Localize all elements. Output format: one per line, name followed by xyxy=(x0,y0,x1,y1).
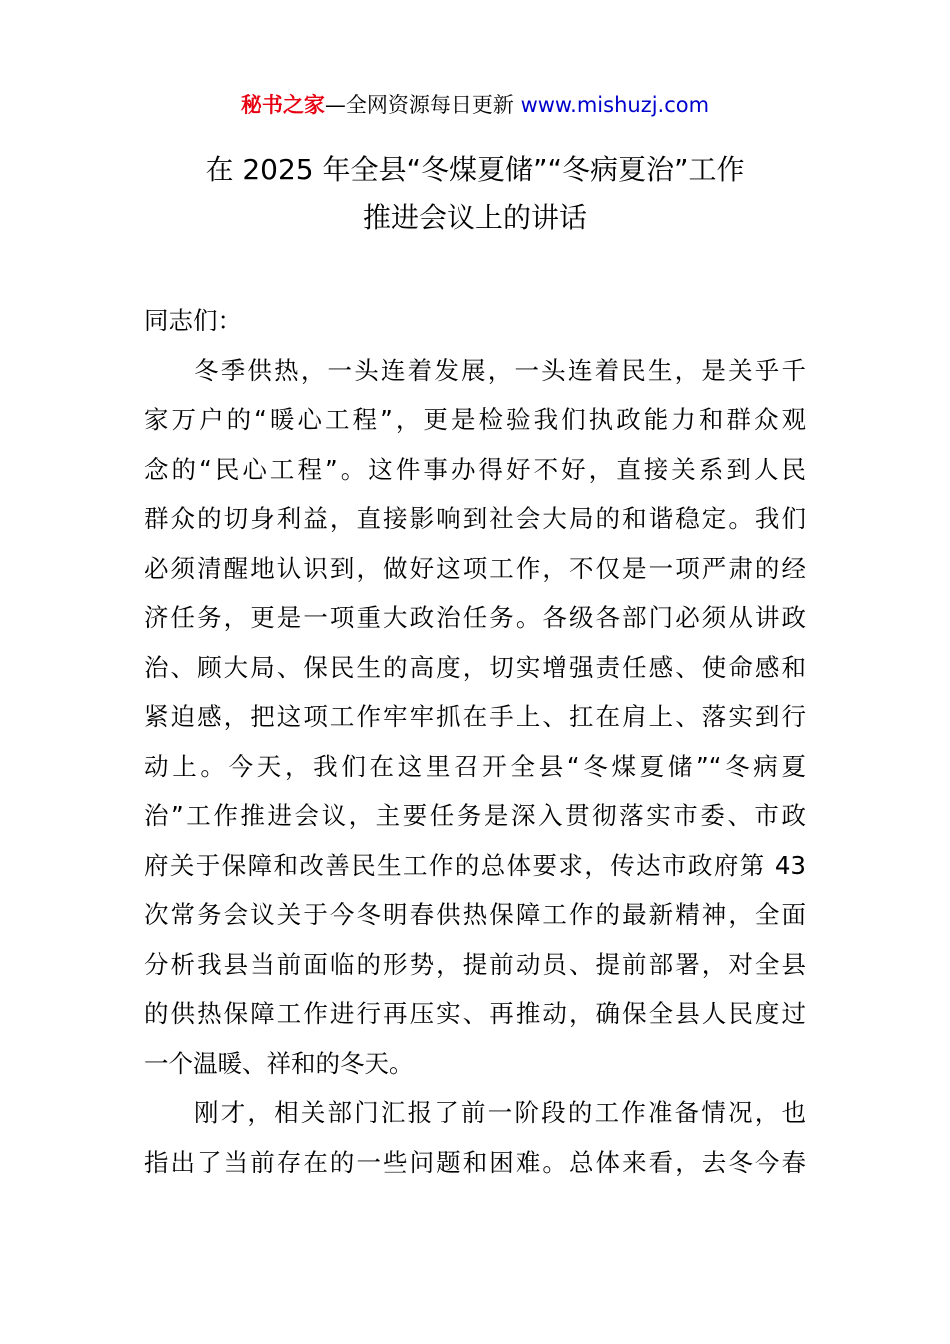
paragraph-line: 分析我县当前面临的形势，提前动员、提前部署，对全县 xyxy=(144,949,806,979)
paragraph-2 xyxy=(144,1088,806,1187)
site-header xyxy=(0,88,950,122)
paragraph-line: 济任务，更是一项重大政治任务。各级各部门必须从讲政 xyxy=(144,603,806,632)
paragraph-line: 紧迫感，把这项工作牢牢抓在手上、扛在肩上、落实到行 xyxy=(144,702,806,731)
document-title xyxy=(100,146,850,242)
paragraph-line: 家万户的“暖心工程”，更是检验我们执政能力和群众观 xyxy=(144,405,806,434)
salutation: 同志们： xyxy=(144,306,242,335)
site-url[interactable]: www.mishuzj.com xyxy=(520,93,710,117)
paragraph-line: 念的“民心工程”。这件事办得好不好，直接关系到人民 xyxy=(144,454,806,484)
document-body xyxy=(144,296,806,1187)
paragraph-line: 刚才，相关部门汇报了前一阶段的工作准备情况，也 xyxy=(194,1098,806,1127)
brand-name: 秘书之家 xyxy=(240,93,325,117)
header-tagline: —全网资源每日更新 xyxy=(324,93,521,117)
paragraph-line: 的供热保障工作进行再压实、再推动，确保全县人民度过 xyxy=(144,999,806,1028)
paragraph-1 xyxy=(144,346,806,1089)
title-line-2: 推进会议上的讲话 xyxy=(362,201,587,234)
paragraph-line: 群众的切身利益，直接影响到社会大局的和谐稳定。我们 xyxy=(144,504,806,533)
title-line-1: 在 2025 年全县“冬煤夏储”“冬病夏治”工作 xyxy=(205,153,745,186)
paragraph-line: 冬季供热，一头连着发展，一头连着民生，是关乎千 xyxy=(194,355,806,385)
paragraph-line: 动上。今天，我们在这里召开全县“冬煤夏储”“冬病夏 xyxy=(144,751,806,781)
paragraph-line: 次常务会议关于今冬明春供热保障工作的最新精神，全面 xyxy=(144,900,806,929)
paragraph-line: 一个温暖、祥和的冬天。 xyxy=(144,1048,414,1078)
paragraph-line: 府关于保障和改善民生工作的总体要求，传达市政府第 43 xyxy=(144,850,806,880)
paragraph-line: 指出了当前存在的一些问题和困难。总体来看，去冬今春 xyxy=(144,1147,806,1177)
paragraph-line: 治、顾大局、保民生的高度，切实增强责任感、使命感和 xyxy=(144,652,806,682)
paragraph-line: 治”工作推进会议，主要任务是深入贯彻落实市委、市政 xyxy=(144,801,806,830)
paragraph-line: 必须清醒地认识到，做好这项工作，不仅是一项严肃的经 xyxy=(144,553,806,583)
